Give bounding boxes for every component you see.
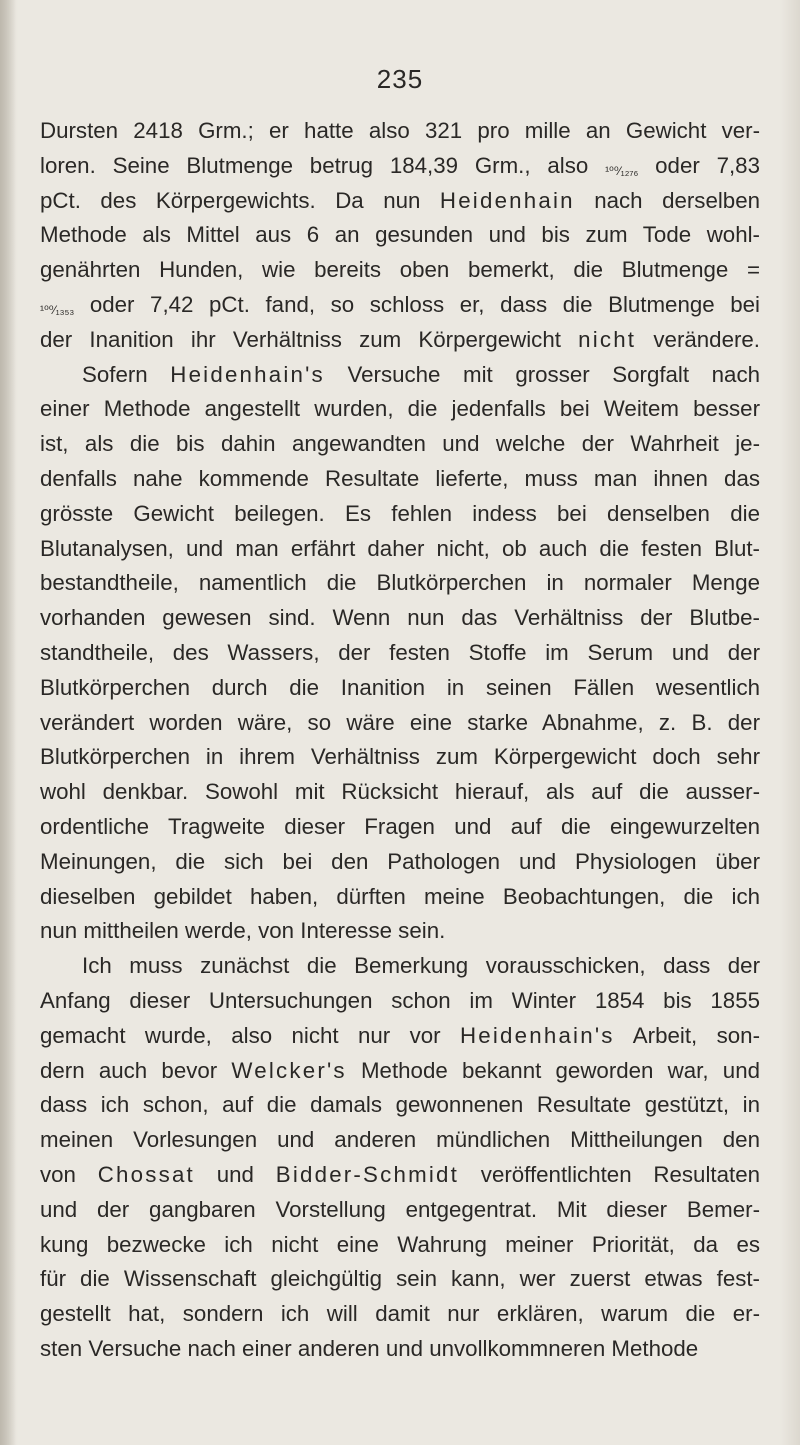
text-segment: veröffentlichten Resultaten [459,1161,761,1187]
text-line [40,914,760,949]
text-segment: loren. Seine Blutmenge betrug 184,39 Grm., also [40,152,606,178]
text-line [40,392,760,427]
text-segment: gestellt hat, sondern ich will damit nur erklären, warum die er- [40,1301,760,1327]
text-segment: Blutkörperchen durch die Inanition in seinen Fällen wesentlich [40,674,760,700]
text-segment: Anfang dieser Untersuchungen schon im Winter 1854 bis 1855 [40,987,760,1013]
text-segment: einer Methode angestellt wurden, die jedenfalls bei Weitem besser [40,396,760,422]
text-line [40,1262,760,1297]
text-segment: pCt. des Körpergewichts. Da nun [40,187,440,213]
text-segment: Blutkörperchen in ihrem Verhältniss zum Körpergewicht doch sehr [40,744,760,770]
text-segment: von [40,1161,98,1187]
text-line [40,949,760,984]
text-line [40,149,760,184]
text-segment: vorhanden gewesen sind. Wenn nun das Verhältniss der Blutbe- [40,605,760,631]
spaced-name: Welcker's [231,1057,347,1083]
text-segment: sten Versuche nach einer anderen und unvollkommneren Methode [40,1335,699,1361]
text-segment: verändert worden wäre, so wäre eine starke Abnahme, z. B. der [40,709,760,735]
spaced-name: Heidenhain [439,187,575,213]
text-line [40,671,760,706]
text-line [40,532,760,567]
text-line [40,984,760,1019]
text-line [40,218,760,253]
spaced-name: Heidenhain's [170,361,325,387]
text-segment: und der gangbaren Vorstellung entgegentrat. Mit dieser Bemer- [40,1196,760,1222]
text-segment: grösste Gewicht beilegen. Es fehlen indess bei denselben die [40,500,760,526]
text-segment: ordentliche Tragweite dieser Fragen und auf die eingewurzelten [40,813,760,839]
text-segment: nach derselben [574,187,761,213]
text-line [40,740,760,775]
text-segment: genährten Hunden, wie bereits oben bemerkt, die Blutmenge = [40,257,760,283]
text-segment: meinen Vorlesungen und anderen mündlichen Mittheilungen den [40,1127,760,1153]
text-segment: nun mittheilen werde, von Interesse sein. [40,918,446,944]
text-segment: bestandtheile, namentlich die Blutkörperchen in normaler Menge [40,570,760,596]
text-line [40,462,760,497]
binding-shadow [0,0,16,1445]
text-line [40,288,760,323]
text-segment: Methode als Mittel aus 6 an gesunden und bis zum Tode wohl- [40,222,760,248]
spaced-name: nicht [578,326,637,352]
text-line [40,1088,760,1123]
text-line [40,706,760,741]
text-segment: für die Wissenschaft gleichgültig sein kann, wer zuerst etwas fest- [40,1266,760,1292]
text-line [40,880,760,915]
text-segment: dern auch bevor [40,1057,232,1083]
text-line [40,1158,760,1193]
text-line [40,775,760,810]
text-line [40,427,760,462]
text-segment: wohl denkbar. Sowohl mit Rücksicht hierauf, als auf die ausser- [40,779,760,805]
text-segment: dieselben gebildet haben, dürften meine Beobachtungen, die ich [40,883,760,909]
text-segment: Blutanalysen, und man erfährt daher nicht, ob auch die festen Blut- [40,535,760,561]
text-segment: gemacht wurde, also nicht nur vor [40,1022,460,1048]
fraction: ¹⁰⁰⁄₁₂₇₆ [605,163,639,178]
text-segment: ist, als die bis dahin angewandten und welche der Wahrheit je- [40,431,760,457]
text-line [40,1332,760,1367]
text-line [40,184,760,219]
spaced-name: Heidenhain's [460,1022,615,1048]
text-line [40,1297,760,1332]
text-line [40,497,760,532]
text-segment: Sofern [82,361,171,387]
text-line [40,323,760,358]
text-line [40,1123,760,1158]
text-segment: standtheile, des Wassers, der festen Stoffe im Serum und der [40,639,760,665]
text-line [40,358,760,393]
text-line [40,1228,760,1263]
text-segment: oder 7,42 pCt. fand, so schloss er, dass die Blutmenge bei [74,291,760,317]
text-segment: Versuche mit grosser Sorgfalt nach [324,361,761,387]
text-line [40,1019,760,1054]
body-text [40,114,760,1367]
page-number: 235 [376,64,424,94]
spaced-name: Bidder-Schmidt [275,1161,459,1187]
fraction: ¹⁰⁰⁄₁₃₅₃ [40,302,75,317]
text-segment: Meinungen, die sich bei den Pathologen und Physiologen über [40,848,760,874]
text-line [40,601,760,636]
text-segment: Dursten 2418 Grm.; er hatte also 321 pro mille an Gewicht ver- [40,118,760,143]
text-line [40,566,760,601]
text-line [40,1193,760,1228]
text-segment: Ich muss zunächst die Bemerkung vorausschicken, dass der [82,953,760,979]
text-segment: dass ich schon, auf die damals gewonnenen Resultate gestützt, in [40,1092,760,1118]
text-line [40,253,760,288]
text-segment: verändere. [636,326,760,352]
text-line [40,114,760,149]
text-line [40,636,760,671]
text-segment: denfalls nahe kommende Resultate lieferte, muss man ihnen das [40,465,760,491]
text-line [40,845,760,880]
text-line [40,1054,760,1089]
text-line [40,810,760,845]
text-segment: Arbeit, son- [614,1022,760,1048]
text-segment: Methode bekannt geworden war, und [346,1057,760,1083]
text-segment: kung bezwecke ich nicht eine Wahrung meiner Priorität, da es [40,1231,760,1257]
text-segment: und [194,1161,276,1187]
text-segment: oder 7,83 [638,152,760,178]
spaced-name: Chossat [97,1161,195,1187]
text-segment: der Inanition ihr Verhältniss zum Körpergewicht [40,326,579,352]
